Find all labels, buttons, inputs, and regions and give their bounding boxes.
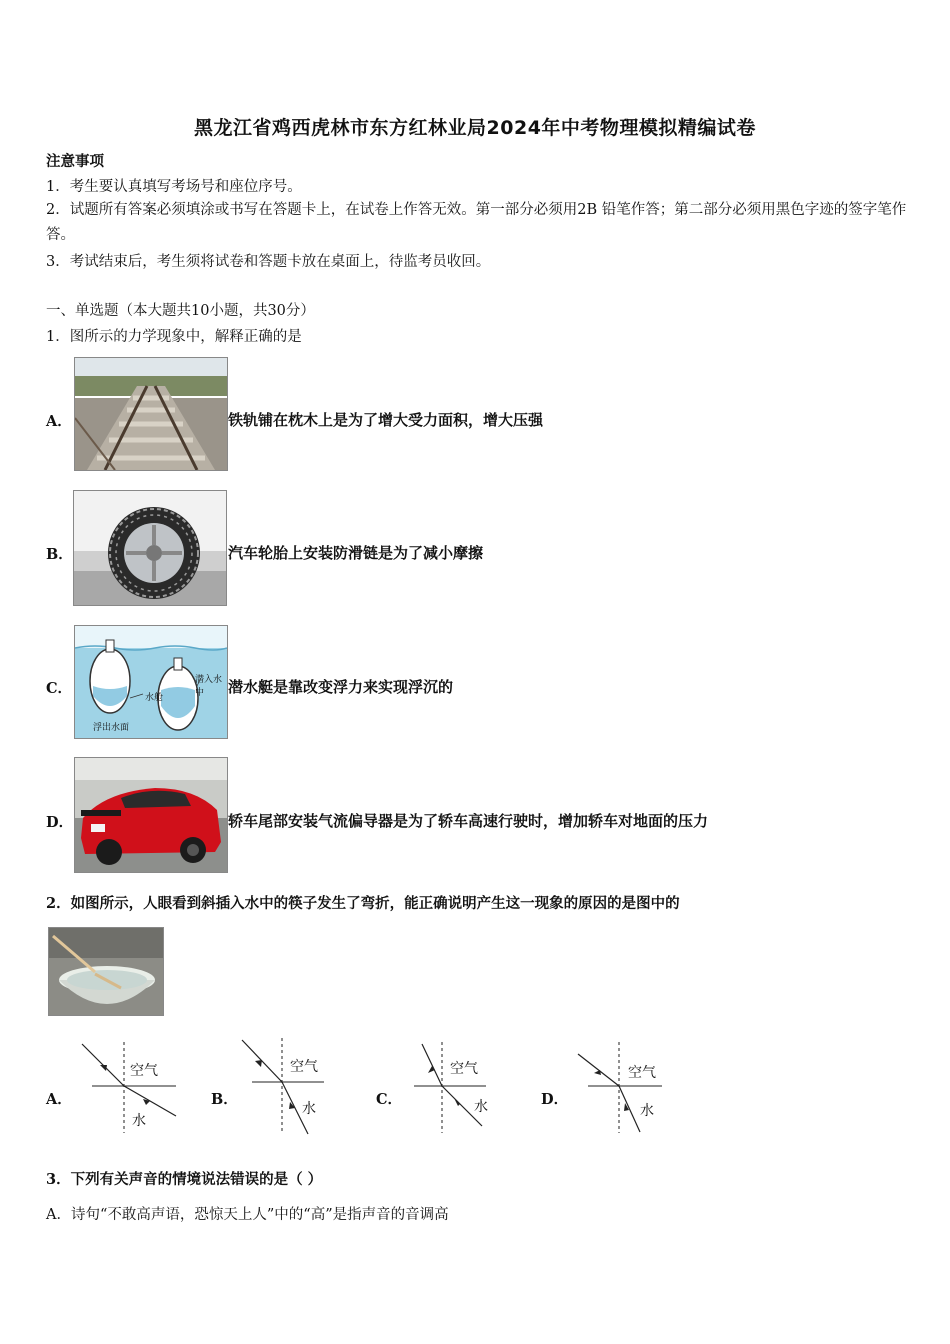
q1-option-a-text: 铁轨铺在枕木上是为了增大受力面积，增大压强 — [228, 411, 544, 429]
water-label-c: 水 — [474, 1099, 488, 1115]
q1-option-a-letter: A． — [46, 413, 72, 430]
water-label-a: 水 — [132, 1113, 146, 1129]
q2-option-a-letter: A． — [46, 1091, 72, 1108]
q1-option-c-letter: C． — [46, 680, 73, 697]
page-title: 黑龙江省鸡西虎林市东方红林业局2024年中考物理模拟精编试卷 — [194, 117, 756, 139]
q1-option-d-letter: D． — [46, 814, 74, 831]
section-heading: 一、单选题（本大题共10小题，共30分） — [46, 303, 315, 319]
water-label-d: 水 — [640, 1103, 654, 1119]
question-2-stem: 2．如图所示，人眼看到斜插入水中的筷子发生了弯折，能正确说明产生这一现象的原因的是图中的 — [46, 895, 680, 912]
air-label-d: 空气 — [628, 1065, 656, 1081]
q2-option-c-letter: C． — [376, 1091, 403, 1108]
notice-heading: 注意事项 — [46, 153, 104, 170]
q1-option-b-letter: B． — [46, 546, 73, 563]
refraction-diagram-b — [238, 1036, 338, 1136]
question-1-stem: 1．图所示的力学现象中，解释正确的是 — [46, 329, 302, 345]
submarine-diagram — [74, 625, 228, 739]
water-label-b: 水 — [302, 1101, 316, 1117]
question-3-stem: 3．下列有关声音的情境说法错误的是（ ） — [46, 1171, 323, 1188]
q1-option-b-text: 汽车轮胎上安装防滑链是为了减小摩擦 — [228, 544, 484, 562]
chopstick-bowl-photo — [48, 927, 164, 1016]
refraction-diagram-a — [80, 1040, 180, 1135]
q1-option-c-text: 潜水艇是靠改变浮力来实现浮沉的 — [228, 678, 454, 696]
air-label-b: 空气 — [290, 1059, 318, 1075]
refraction-diagram-c — [410, 1040, 510, 1135]
air-label-a: 空气 — [130, 1063, 158, 1079]
tire-chain-photo — [73, 490, 227, 606]
q3-option-a: A．诗句“不敢高声语，恐惊天上人”中的“高”是指声音的音调高 — [46, 1207, 449, 1223]
notice-item-2: 2．试题所有答案必须填涂或书写在答题卡上，在试卷上作答无效。第一部分必须用2B 铅笔作答；第二部分必须用黑色字迹的签字笔作答。 — [46, 202, 907, 243]
railway-photo — [74, 357, 228, 471]
submarine-label-tank: 水舱 — [145, 693, 164, 703]
refraction-diagram-d — [574, 1040, 674, 1135]
q2-option-d-letter: D． — [541, 1091, 569, 1108]
notice-item-3: 3．考试结束后，考生须将试卷和答题卡放在桌面上，待监考员收回。 — [46, 254, 491, 270]
air-label-c: 空气 — [450, 1061, 478, 1077]
submarine-label-surface: 浮出水面 — [93, 723, 130, 733]
submarine-label-dive: 潜入水中 — [195, 675, 223, 698]
q1-option-d-text: 轿车尾部安装气流偏导器是为了轿车高速行驶时，增加轿车对地面的压力 — [228, 812, 709, 830]
notice-item-1: 1．考生要认真填写考场号和座位序号。 — [46, 179, 302, 195]
sports-car-photo — [74, 757, 228, 873]
q2-option-b-letter: B． — [211, 1091, 238, 1108]
